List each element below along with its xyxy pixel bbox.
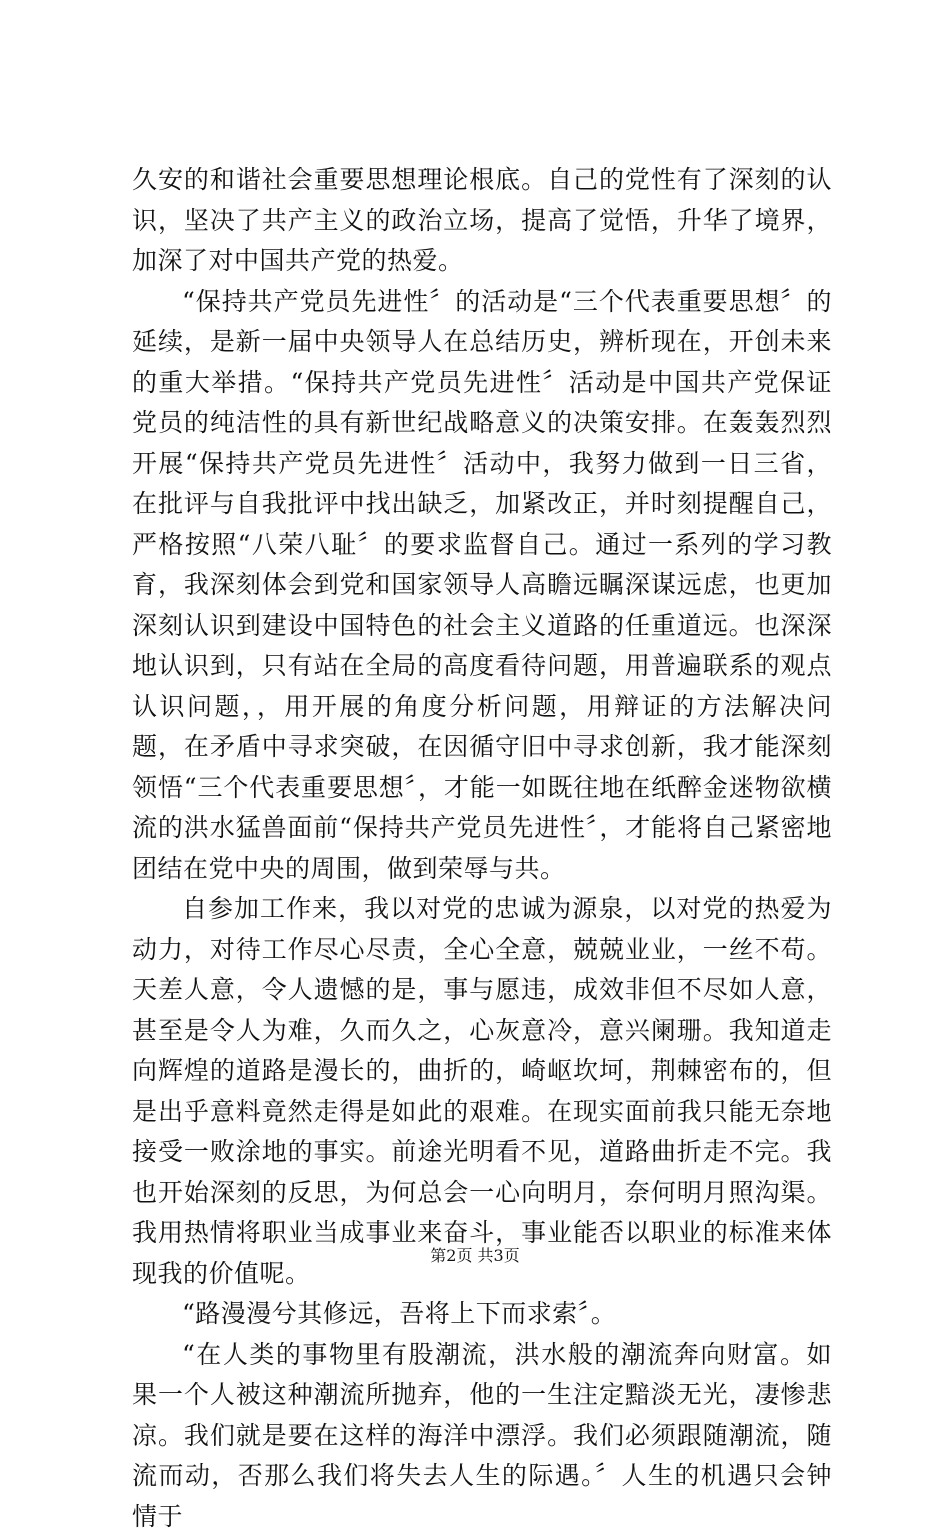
paragraph-5: “在人类的事物里有股潮流，洪水般的潮流奔向财富。如果一个人被这种潮流所抛弃，他的一生注定黯淡无光，凄惨悲凉。我们就是要在这样的海洋中漂浮。我们必须跟随潮流，随流而动，否那么我们将失去人生的际遇。〞人生的机遇只会钟情于 bbox=[132, 1335, 832, 1537]
paragraph-1: 久安的和谐社会重要思想理论根底。自己的党性有了深刻的认识，坚决了共产主义的政治立场，提高了觉悟，升华了境界，加深了对中国共产党的热爱。 bbox=[132, 160, 832, 282]
paragraph-2: “保持共产党员先进性〞的活动是“三个代表重要思想〞的延续，是新一届中央领导人在总结历史，辨析现在，开创未来的重大举措。“保持共产党员先进性〞活动是中国共产党保证党员的纯洁性的具有新世纪战略意义的决策安排。在轰轰烈烈开展“保持共产党员先进性〞活动中，我努力做到一日三省，在批评与自我批评中找出缺乏，加紧改正，并时刻提醒自己，严格按照“八荣八耻〞的要求监督自己。通过一系列的学习教育，我深刻体会到党和国家领导人高瞻远瞩深谋远虑，也更加深刻认识到建设中国特色的社会主义道路的任重道远。也深深地认识到，只有站在全局的高度看待问题，用普遍联系的观点认识问题，，用开展的角度分析问题，用辩证的方法解决问题，在矛盾中寻求突破，在因循守旧中寻求创新，我才能深刻领悟“三个代表重要思想〞，才能一如既往地在纸醉金迷物欲横流的洪水猛兽面前“保持共产党员先进性〞，才能将自己紧密地团结在党中央的周围，做到荣辱与共。 bbox=[132, 282, 832, 890]
document-body bbox=[132, 160, 832, 1537]
page-footer: 第2页 共3页 bbox=[0, 1243, 950, 1266]
paragraph-3: 自参加工作来，我以对党的忠诚为源泉，以对党的热爱为动力，对待工作尽心尽责，全心全意，兢兢业业，一丝不苟。天差人意，令人遗憾的是，事与愿违，成效非但不尽如人意，甚至是令人为难，久而久之，心灰意冷，意兴阑珊。我知道走向辉煌的道路是漫长的，曲折的，崎岖坎坷，荆棘密布的，但是出乎意料竟然走得是如此的艰难。在现实面前我只能无奈地接受一败涂地的事实。前途光明看不见，道路曲折走不完。我也开始深刻的反思，为何总会一心向明月，奈何明月照沟渠。我用热情将职业当成事业来奋斗，事业能否以职业的标准来体现我的价值呢。 bbox=[132, 889, 832, 1294]
paragraph-4: “路漫漫兮其修远，吾将上下而求索〞。 bbox=[132, 1294, 832, 1335]
